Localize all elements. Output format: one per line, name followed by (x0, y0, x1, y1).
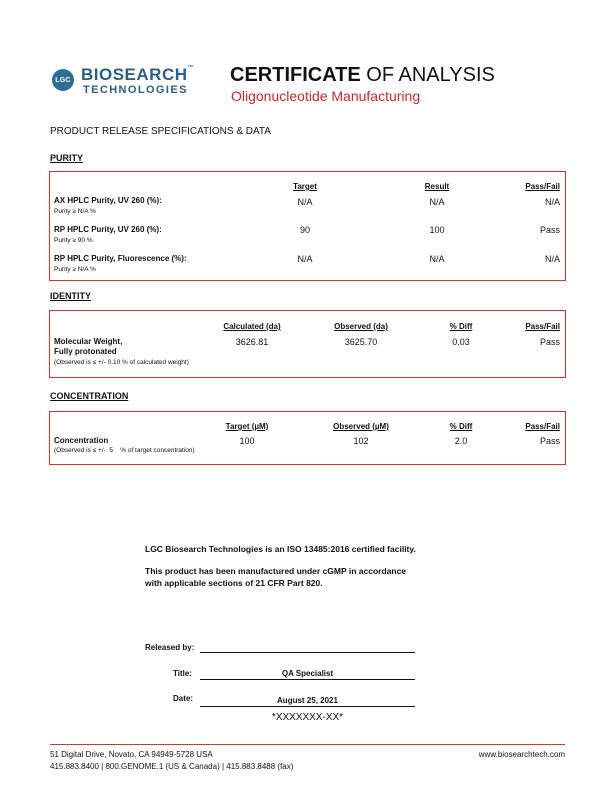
purity-row-spec: Purity ≥ 90 % (54, 237, 93, 244)
document-title: CERTIFICATE OF ANALYSIS (230, 64, 495, 86)
purity-row-result: N/A (429, 254, 445, 264)
brand-name: BIOSEARCH™ (81, 65, 195, 84)
concentration-col-passfail: Pass/Fail (525, 422, 560, 431)
concentration-col-observed: Observed (µM) (333, 422, 389, 431)
identity-observed-value: 3625.70 (344, 337, 378, 347)
footer-divider (50, 744, 565, 745)
identity-col-passfail: Pass/Fail (525, 322, 560, 331)
identity-row-spec: (Observed is ≤ +/- 0.10 % of calculated weight) (54, 359, 189, 366)
purity-row-target: N/A (297, 197, 313, 207)
identity-calculated-value: 3626.81 (235, 337, 269, 347)
purity-label: PURITY (50, 153, 84, 163)
concentration-diff-value: 2.0 (454, 436, 468, 446)
purity-row-label: RP HPLC Purity, UV 260 (%): (54, 225, 162, 234)
identity-col-calculated: Calculated (da) (223, 322, 281, 331)
footer-phones: 415.883.8400 | 800.GENOME.1 (US & Canada) | 415.883.8488 (fax) (50, 762, 294, 771)
purity-row-label: RP HPLC Purity, Fluorescence (%): (54, 254, 187, 263)
purity-row-target: N/A (297, 254, 313, 264)
concentration-observed-value: 102 (353, 436, 369, 446)
purity-row-target: 90 (299, 225, 310, 235)
purity-row-pass: N/A (544, 254, 560, 264)
released-by-line (200, 652, 415, 653)
purity-row-result: 100 (429, 225, 445, 235)
date-label: Date: (173, 694, 194, 703)
purity-row-pass: N/A (544, 197, 560, 207)
cgmp-statement-line2: with applicable sections of 21 CFR Part 820. (145, 578, 323, 588)
concentration-col-diff: % Diff (449, 422, 473, 431)
date-line (200, 706, 415, 707)
identity-pass-value: Pass (539, 337, 560, 347)
document-subtitle: Oligonucleotide Manufacturing (231, 88, 421, 104)
purity-col-target: Target (293, 182, 317, 191)
identity-col-diff: % Diff (449, 322, 473, 331)
purity-row-spec: Purity ≥ N/A % (54, 266, 96, 273)
concentration-target-value: 100 (239, 436, 255, 446)
identity-diff-value: 0.03 (452, 337, 470, 347)
lot-number: *XXXXXXX-XX* (271, 712, 344, 723)
footer-address: 51 Digital Drive, Novato, CA 94949-5728 USA (50, 750, 213, 759)
released-by-label: Released by: (145, 643, 195, 652)
identity-box (49, 310, 566, 378)
lgc-logo-icon: LGC (52, 69, 74, 91)
concentration-col-target: Target (µM) (225, 422, 269, 431)
title-line (200, 679, 415, 680)
identity-label: IDENTITY (50, 291, 92, 301)
title-label: Title: (173, 669, 192, 678)
specifications-heading: PRODUCT RELEASE SPECIFICATIONS & DATA (50, 126, 271, 137)
brand-subname: TECHNOLOGIES (83, 84, 188, 96)
purity-row-label: AX HPLC Purity, UV 260 (%): (54, 196, 162, 205)
concentration-pass-value: Pass (539, 436, 560, 446)
purity-col-passfail: Pass/Fail (525, 182, 560, 191)
title-value: QA Specialist (281, 669, 334, 678)
iso-statement: LGC Biosearch Technologies is an ISO 13485:2016 certified facility. (145, 544, 416, 554)
cgmp-statement-line1: This product has been manufactured under cGMP in accordance (145, 566, 407, 576)
identity-row-label: Molecular Weight, (54, 337, 123, 346)
concentration-row-label: Concentration (54, 436, 109, 445)
purity-row-result: N/A (429, 197, 445, 207)
concentration-label: CONCENTRATION (50, 391, 129, 401)
concentration-row-spec: (Observed is ≤ +/- 5 % of target concentration) (54, 447, 195, 454)
identity-col-observed: Observed (da) (334, 322, 388, 331)
purity-row-pass: Pass (539, 225, 560, 235)
concentration-box (49, 411, 566, 465)
purity-col-result: Result (424, 182, 450, 191)
identity-row-label-2: Fully protonated (54, 347, 117, 356)
date-value: August 25, 2021 (277, 696, 338, 705)
footer-website[interactable]: www.biosearchtech.com (478, 750, 565, 759)
purity-row-spec: Purity ≥ N/A % (54, 208, 96, 215)
